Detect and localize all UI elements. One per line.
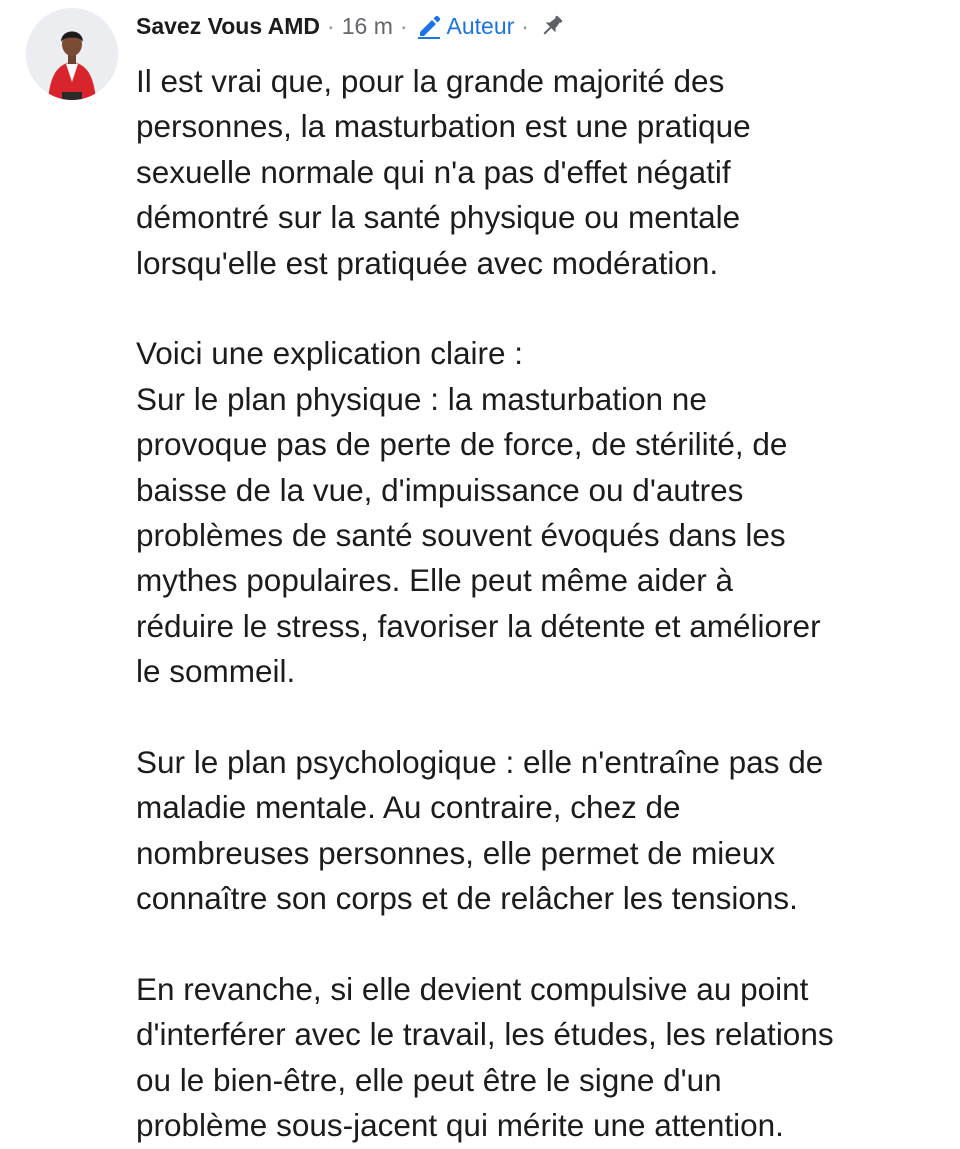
- avatar-image: [26, 8, 118, 100]
- author-avatar[interactable]: [26, 8, 118, 100]
- comment-text-line: connaître son corps et de relâcher les tensions.: [136, 880, 798, 917]
- comment-text-line: lorsqu'elle est pratiquée avec modération.: [136, 244, 719, 281]
- comment-text-line: baisse de la vue, d'impuissance ou d'autres: [136, 471, 744, 508]
- comment-text-line: En revanche, si elle devient compulsive au point: [136, 971, 809, 1008]
- comment-text-line: nombreuses personnes, elle permet de mieux: [136, 834, 776, 871]
- comment-text-line: Sur le plan physique : la masturbation ne: [136, 380, 707, 417]
- comment-text-line: Il est vrai que, pour la grande majorité des: [136, 63, 725, 99]
- comment-paragraph: [136, 740, 951, 922]
- pencil-icon: [415, 13, 443, 39]
- comment-text-line: Sur le plan psychologique : elle n'entraîne pas de: [136, 744, 824, 781]
- comment-text-line: problème sous-jacent qui mérite une attention.: [136, 1107, 784, 1144]
- comment-body: [136, 59, 951, 1149]
- author-badge-label: Auteur: [446, 12, 515, 39]
- comment-text-line: ou le bien-être, elle peut être le signe d'un: [136, 1061, 722, 1098]
- comment-paragraph: [136, 331, 951, 694]
- comment-text-line: mythes populaires. Elle peut même aider à: [136, 562, 734, 599]
- comment-text-line: Voici une explication claire :: [136, 335, 523, 372]
- meta-separator: ·: [327, 12, 335, 39]
- comment-text-line: d'interférer avec le travail, les études, les relations: [136, 1016, 834, 1053]
- comment-paragraph: [136, 59, 951, 286]
- meta-separator: ·: [399, 12, 408, 39]
- comment-text-line: réduire le stress, favoriser la détente et améliorer: [136, 607, 821, 644]
- author-badge[interactable]: [415, 13, 515, 40]
- comment-text-line: personnes, la masturbation est une pratique: [136, 108, 751, 145]
- comment-time[interactable]: 16 m: [341, 12, 393, 39]
- pin-icon: [538, 12, 566, 40]
- comment-text-line: démontré sur la santé physique ou mentale: [136, 199, 741, 236]
- comment-text-line: sexuelle normale qui n'a pas d'effet négatif: [136, 153, 731, 190]
- author-name[interactable]: Savez Vous AMD: [136, 12, 321, 39]
- comment-text-line: problèmes de santé souvent évoqués dans les: [136, 517, 786, 554]
- comment-paragraph: [136, 967, 951, 1149]
- comment-header: [136, 8, 566, 44]
- comment-text-line: le sommeil.: [136, 653, 296, 690]
- comment-text-line: provoque pas de perte de force, de stérilité, de: [136, 426, 788, 463]
- meta-separator: ·: [521, 12, 529, 39]
- comment-text-line: maladie mentale. Au contraire, chez de: [136, 789, 681, 826]
